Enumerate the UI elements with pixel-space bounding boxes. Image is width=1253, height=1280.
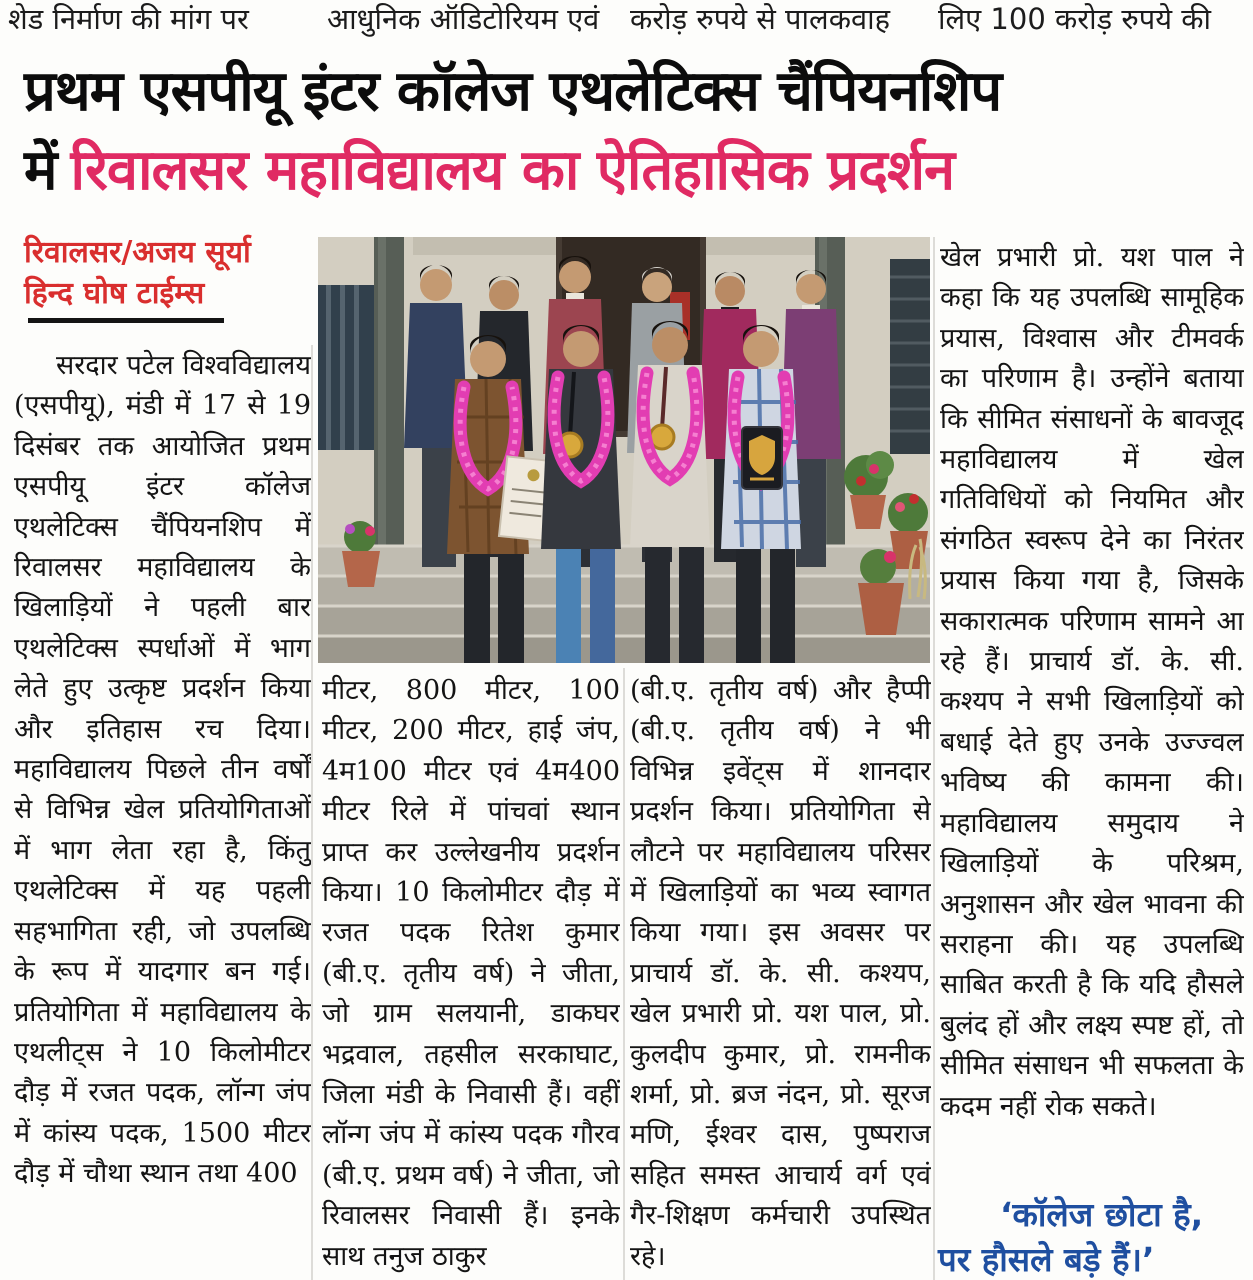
byline <box>24 232 304 314</box>
plant-pot-left <box>342 521 380 587</box>
byline-newspaper-name: हिन्द घोष टाईम्स <box>24 276 205 311</box>
cutoff-headline-4: लिए 100 करोड़ रुपये की <box>938 2 1212 36</box>
trophy <box>742 427 782 489</box>
article-photo <box>318 237 930 663</box>
column-rule-2 <box>623 668 625 1280</box>
window-left <box>318 285 374 450</box>
top-cutoff-strip <box>0 0 1253 40</box>
body-column-2: मीटर, 800 मीटर, 100 मीटर, 200 मीटर, हाई जंप, 4म100 मीटर एवं 4म400 मीटर रिले में पांचवां स्थान प्राप्त कर उल्लेखनीय प्रदर्शन किया। 10 किलोमीटर दौड़ में रजत पदक रितेश कुमार (बी.ए. तृतीय वर्ष) ने जीता, जो ग्राम सलयानी, डाकघर भद्रवाल, तहसील सरकाघाट, जिला मंडी के निवासी हैं। वहीं लॉन्ग जंप में कांस्य पदक गौरव (बी.ए. प्रथम वर्ष) ने जीता, जो रिवालसर निवासी हैं। इनके साथ तनुज ठाकुर <box>322 675 620 1272</box>
column-rule-3 <box>933 237 935 1280</box>
column-rule-1 <box>311 345 313 1280</box>
photo-illustration <box>318 237 930 663</box>
article-headline <box>24 52 1236 210</box>
cutoff-headline-1: शेड निर्माण की मांग पर <box>8 2 249 36</box>
headline-line-2-prefix: में <box>24 138 57 203</box>
pull-quote: ‘कॉलेज छोटा है, पर हौसले बड़े हैं।’ <box>938 1195 1204 1279</box>
steps <box>318 545 930 663</box>
headline-line-2 <box>24 132 1236 210</box>
body-column-1: सरदार पटेल विश्वविद्यालय (एसपीयू), मंडी में 17 से 19 दिसंबर तक आयोजित प्रथम एसपीयू इंटर कॉलेज एथलेटिक्स चैंपियनशिप में रिवालसर महाविद्यालय के खिलाड़ियों ने पहली बार एथलेटिक्स स्पर्धाओं में भाग लेते हुए उत्कृष्ट प्रदर्शन किया और इतिहास रच दिया। महाविद्यालय पिछले तीन वर्षों से विभिन्न खेल प्रतियोगिताओं में भाग लेता रहा है, किंतु एथलेटिक्स में यह पहली सहभागिता रही, जो उपलब्धि के रूप में यादगार बन गई। प्रतियोगिता में महाविद्यालय के एथलीट्स ने 10 किलोमीटर दौड़ में रजत पदक, लॉन्ग जंप में कांस्य पदक, 1500 मीटर दौड़ में चौथा स्थान तथा 400 <box>14 350 311 1190</box>
body-column-3: (बी.ए. तृतीय वर्ष) और हैप्पी (बी.ए. तृतीय वर्ष) ने भी विभिन्न इवेंट्स में शानदार प्रदर्शन किया। प्रतियोगिता से लौटने पर महाविद्यालय परिसर में खिलाड़ियों का भव्य स्वागत किया गया। इस अवसर पर प्राचार्य डॉ. के. सी. कश्यप, खेल प्रभारी प्रो. यश पाल, प्रो. कुलदीप कुमार, प्रो. रामनीक शर्मा, प्रो. ब्रज नंदन, प्रो. सूरज मणि, ईश्वर दास, पुष्पराज सहित समस्त आचार्य वर्ग एवं गैर-शिक्षण कर्मचारी उपस्थित रहे। <box>630 675 931 1272</box>
cutoff-headline-2: आधुनिक ऑडिटोरियम एवं <box>327 2 600 36</box>
byline-rule <box>28 318 224 323</box>
byline-location-reporter: रिवालसर/अजय सूर्या <box>24 235 251 270</box>
body-column-4: खेल प्रभारी प्रो. यश पाल ने कहा कि यह उपलब्धि सामूहिक प्रयास, विश्वास और टीमवर्क का परिणाम है। उन्होंने बताया कि सीमित संसाधनों के बावजूद महाविद्यालय में खेल गतिविधियों को नियमित और संगठित स्वरूप देने का निरंतर प्रयास किया गया है, जिसके सकारात्मक परिणाम सामने आ रहे हैं। प्राचार्य डॉ. के. सी. कश्यप ने सभी खिलाड़ियों को बधाई देते हुए उनके उज्ज्वल भविष्य की कामना की। महाविद्यालय समुदाय ने खिलाड़ियों के परिश्रम, अनुशासन और खेल भावना की सराहना की। यह उपलब्धि साबित करती है कि यदि हौसले बुलंद हों और लक्ष्य स्पष्ट हों, तो सीमित संसाधन भी सफलता के कदम नहीं रोक सकते। <box>940 242 1244 1122</box>
headline-line-2-highlight: रिवालसर महाविद्यालय का ऐतिहासिक प्रदर्शन <box>70 138 955 203</box>
window-right <box>890 259 930 454</box>
cutoff-headline-3: करोड़ रुपये से पालकवाह <box>630 2 891 36</box>
headline-line-1: प्रथम एसपीयू इंटर कॉलेज एथलेटिक्स चैंपियनशिप <box>24 59 1002 124</box>
